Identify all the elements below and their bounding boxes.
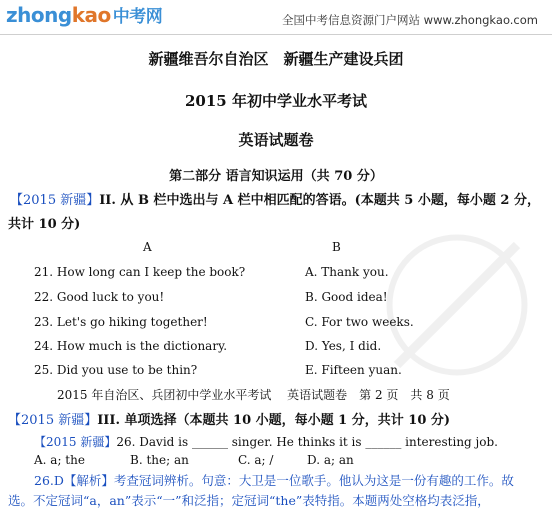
- logo-text-cn: 中考网: [112, 7, 163, 27]
- answer-text-1: 考查冠词辨析。句意：大卫是一位歌手。他认为这是一份有趣的工作。故: [113, 473, 514, 488]
- title-exam: 2015 年初中学业水平考试: [185, 92, 367, 110]
- answer-e: E. Fifteen yuan.: [305, 363, 402, 377]
- option-a: A. a; the: [34, 453, 85, 467]
- logo-text-zhong: zhong: [6, 3, 72, 27]
- question-25: 25. Did you use to be thin?: [34, 363, 198, 377]
- part-title: 第二部分 语言知识运用（共 70 分）: [169, 169, 383, 184]
- question-21: 21. How long can I keep the book?: [34, 265, 246, 279]
- answer-text-2: 选。不定冠词“a，an”表示“一”和泛指；定冠词“the”表特指。本题两处空格均表泛指，: [8, 493, 490, 508]
- question-22: 22. Good luck to you!: [34, 290, 165, 304]
- title-paper: 英语试题卷: [238, 131, 314, 149]
- header-divider: [0, 34, 552, 35]
- section-2-tag: 【2015 新疆】: [10, 193, 100, 208]
- answer-analysis: [34, 471, 514, 489]
- column-b-label: B: [332, 240, 341, 254]
- logo-text-kao: kao: [71, 3, 111, 27]
- section-3-tag: 【2015 新疆】: [8, 413, 98, 428]
- site-tagline: 全国中考信息资源门户网站 www.zhongkao.com: [282, 13, 538, 27]
- section-3-heading: [8, 409, 450, 428]
- answer-a: A. Thank you.: [305, 265, 389, 279]
- column-a-label: A: [143, 240, 152, 254]
- question-26-text: 26. David is ______ singer. He thinks it is ______ interesting job.: [116, 435, 498, 449]
- answer-d: D. Yes, I did.: [305, 339, 382, 353]
- question-26-tag: 【2015 新疆】: [34, 435, 117, 449]
- section-2-heading-cont: 共计 10 分): [8, 217, 81, 232]
- site-header: [0, 0, 552, 36]
- question-24: 24. How much is the dictionary.: [34, 339, 228, 353]
- site-logo[interactable]: [6, 2, 162, 27]
- answer-tag: 26.D【解析】: [34, 473, 114, 488]
- section-2-heading: [10, 189, 540, 208]
- option-d: D. a; an: [307, 453, 354, 467]
- section-2-text: II. 从 B 栏中选出与 A 栏中相匹配的答语。(本题共 5 小题，每小题 2 分，: [99, 193, 540, 208]
- question-23: 23. Let's go hiking together!: [34, 315, 208, 329]
- answer-b: B. Good idea!: [305, 290, 388, 304]
- watermark-logo: [382, 230, 532, 380]
- answer-c: C. For two weeks.: [305, 315, 414, 329]
- page-footer: 2015 年自治区、兵团初中学业水平考试 英语试题卷 第 2 页 共 8 页: [57, 388, 450, 402]
- section-3-text: III. 单项选择（本题共 10 小题，每小题 1 分，共计 10 分): [97, 413, 451, 428]
- question-26: [34, 433, 498, 450]
- title-region: 新疆维吾尔自治区 新疆生产建设兵团: [148, 50, 404, 68]
- option-c: C. a; /: [238, 453, 274, 467]
- option-b: B. the; an: [130, 453, 189, 467]
